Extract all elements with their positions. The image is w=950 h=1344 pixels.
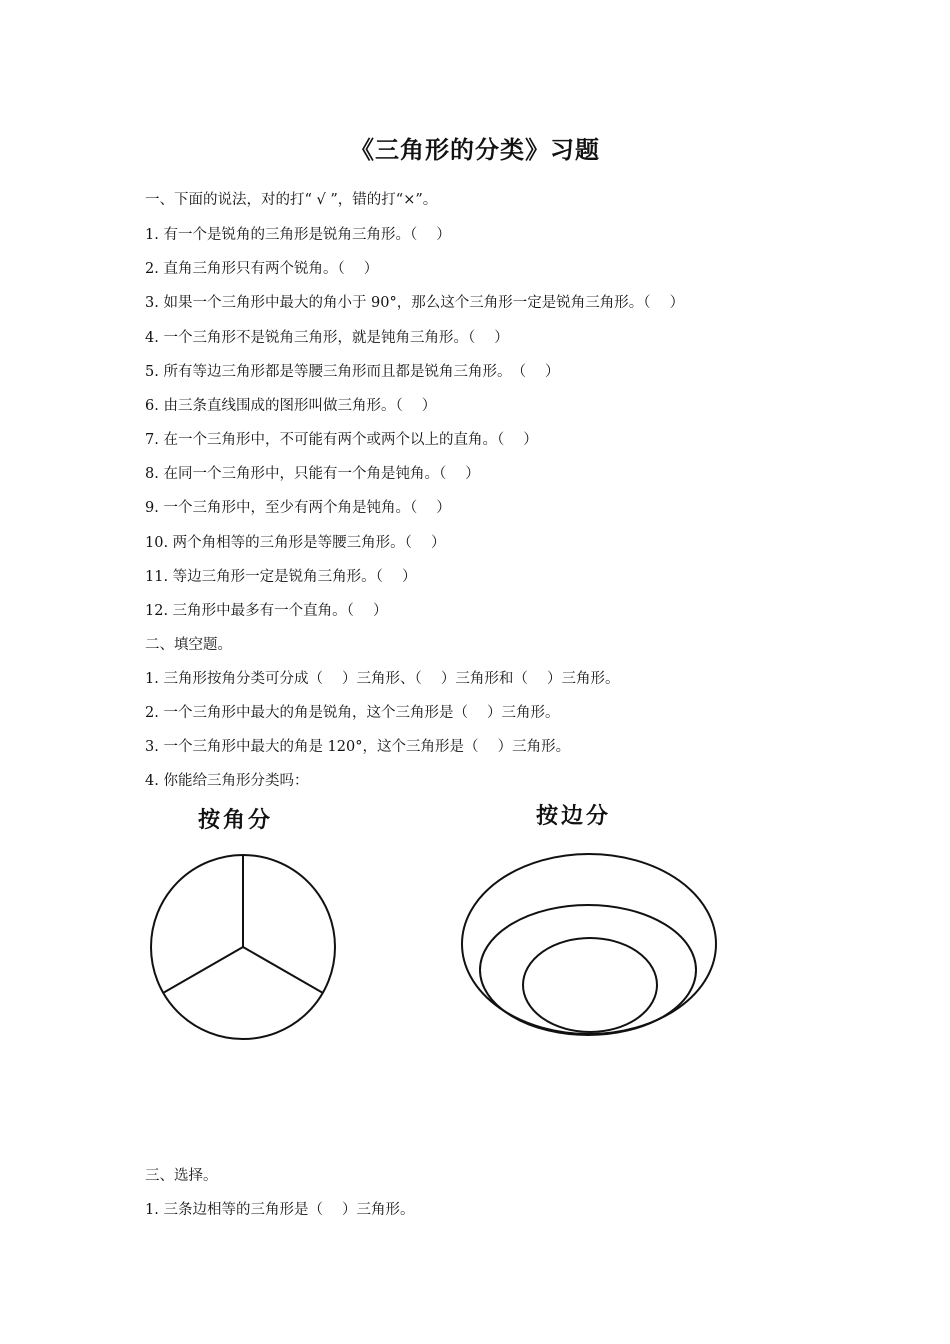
section1-heading: 一、下面的说法，对的打“ √ ”，错的打“×”。 [145, 192, 438, 208]
choice-item: 1. 三条边相等的三角形是（ ）三角形。 [145, 1202, 415, 1218]
question-item: 7. 在一个三角形中，不可能有两个或两个以上的直角。（ ） [145, 432, 538, 448]
question-item: 8. 在同一个三角形中，只能有一个角是钝角。（ ） [145, 466, 480, 482]
question-item: 5. 所有等边三角形都是等腰三角形而且都是锐角三角形。 （ ） [145, 364, 560, 380]
inner-ellipse [523, 938, 657, 1032]
question-item: 11. 等边三角形一定是锐角三角形。（ ） [145, 569, 417, 585]
section3-heading: 三、选择。 [145, 1168, 218, 1184]
question-item: 2. 直角三角形只有两个锐角。（ ） [145, 261, 379, 277]
fill-item: 4. 你能给三角形分类吗： [145, 773, 309, 789]
fill-item: 1. 三角形按角分类可分成（ ）三角形、（ ）三角形和（ ）三角形。 [145, 671, 620, 687]
side-classification-label: 按边分 [536, 804, 612, 829]
angle-divider-left [163, 947, 243, 993]
question-item: 3. 如果一个三角形中最大的角小于 90°，那么这个三角形一定是锐角三角形。（ ） [145, 295, 685, 311]
question-item: 12. 三角形中最多有一个直角。（ ） [145, 603, 388, 619]
angle-divider-right [243, 947, 323, 993]
classification-figure [140, 795, 740, 1055]
classification-diagram [140, 795, 740, 1055]
question-item: 1. 有一个是锐角的三角形是锐角三角形。（ ） [145, 227, 451, 243]
page-title: 《三角形的分类》习题 [350, 135, 600, 164]
middle-ellipse [480, 905, 696, 1035]
angle-classification-label: 按角分 [198, 808, 274, 833]
question-item: 10. 两个角相等的三角形是等腰三角形。（ ） [145, 535, 446, 551]
section2-heading: 二、填空题。 [145, 637, 232, 653]
fill-item: 3. 一个三角形中最大的角是 120°，这个三角形是（ ）三角形。 [145, 739, 571, 755]
question-item: 4. 一个三角形不是锐角三角形，就是钝角三角形。（ ） [145, 330, 509, 346]
question-item: 6. 由三条直线围成的图形叫做三角形。（ ） [145, 398, 437, 414]
question-item: 9. 一个三角形中，至少有两个角是钝角。（ ） [145, 500, 451, 516]
fill-item: 2. 一个三角形中最大的角是锐角，这个三角形是（ ）三角形。 [145, 705, 560, 721]
